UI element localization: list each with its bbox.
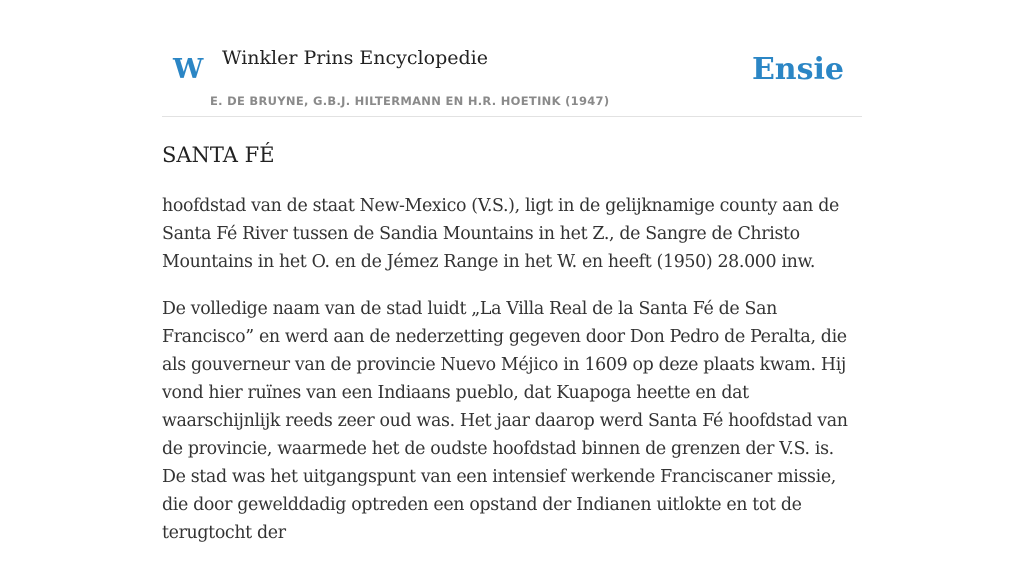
source-authors: E. DE BRUYNE, G.B.J. HILTERMANN EN H.R. HOETINK (1947): [210, 94, 610, 108]
source-title[interactable]: Winkler Prins Encyclopedie: [222, 47, 488, 69]
article-paragraph: hoofdstad van de staat New-Mexico (V.S.), ligt in de gelijknamige county aan de Santa Fé River tussen de Sandia Mountains in het Z., de Sangre de Christo Mountains in het O. en de Jémez Range in het W. en heeft (1950) 28.000 inw.: [162, 196, 839, 272]
page-header: [162, 0, 862, 117]
article-paragraph: De volledige naam van de stad luidt „La Villa Real de la Santa Fé de San Francisco” en werd aan de nederzetting gegeven door Don Pedro de Peralta, die als gouverneur van de provincie Nuevo Méjico in 1609 op deze plaats kwam. Hij vond hier ruïnes van een Indiaans pueblo, dat Kuapoga heette en dat waarschijnlijk reeds zeer oud was. Het jaar daarop werd Santa Fé hoofdstad van de provincie, waarmede het de oudste hoofdstad binnen de grenzen der V.S. is. De stad was het uitgangspunt van een intensief werkende Franciscaner missie, die door gewelddadig optreden een opstand der Indianen uitlokte en tot de terugtocht der: [162, 299, 848, 543]
site-logo[interactable]: Ensie: [751, 52, 844, 87]
encyclopedia-logo-icon[interactable]: W: [173, 54, 204, 85]
article-title: SANTA FÉ: [162, 143, 275, 167]
article-body: [162, 192, 862, 566]
